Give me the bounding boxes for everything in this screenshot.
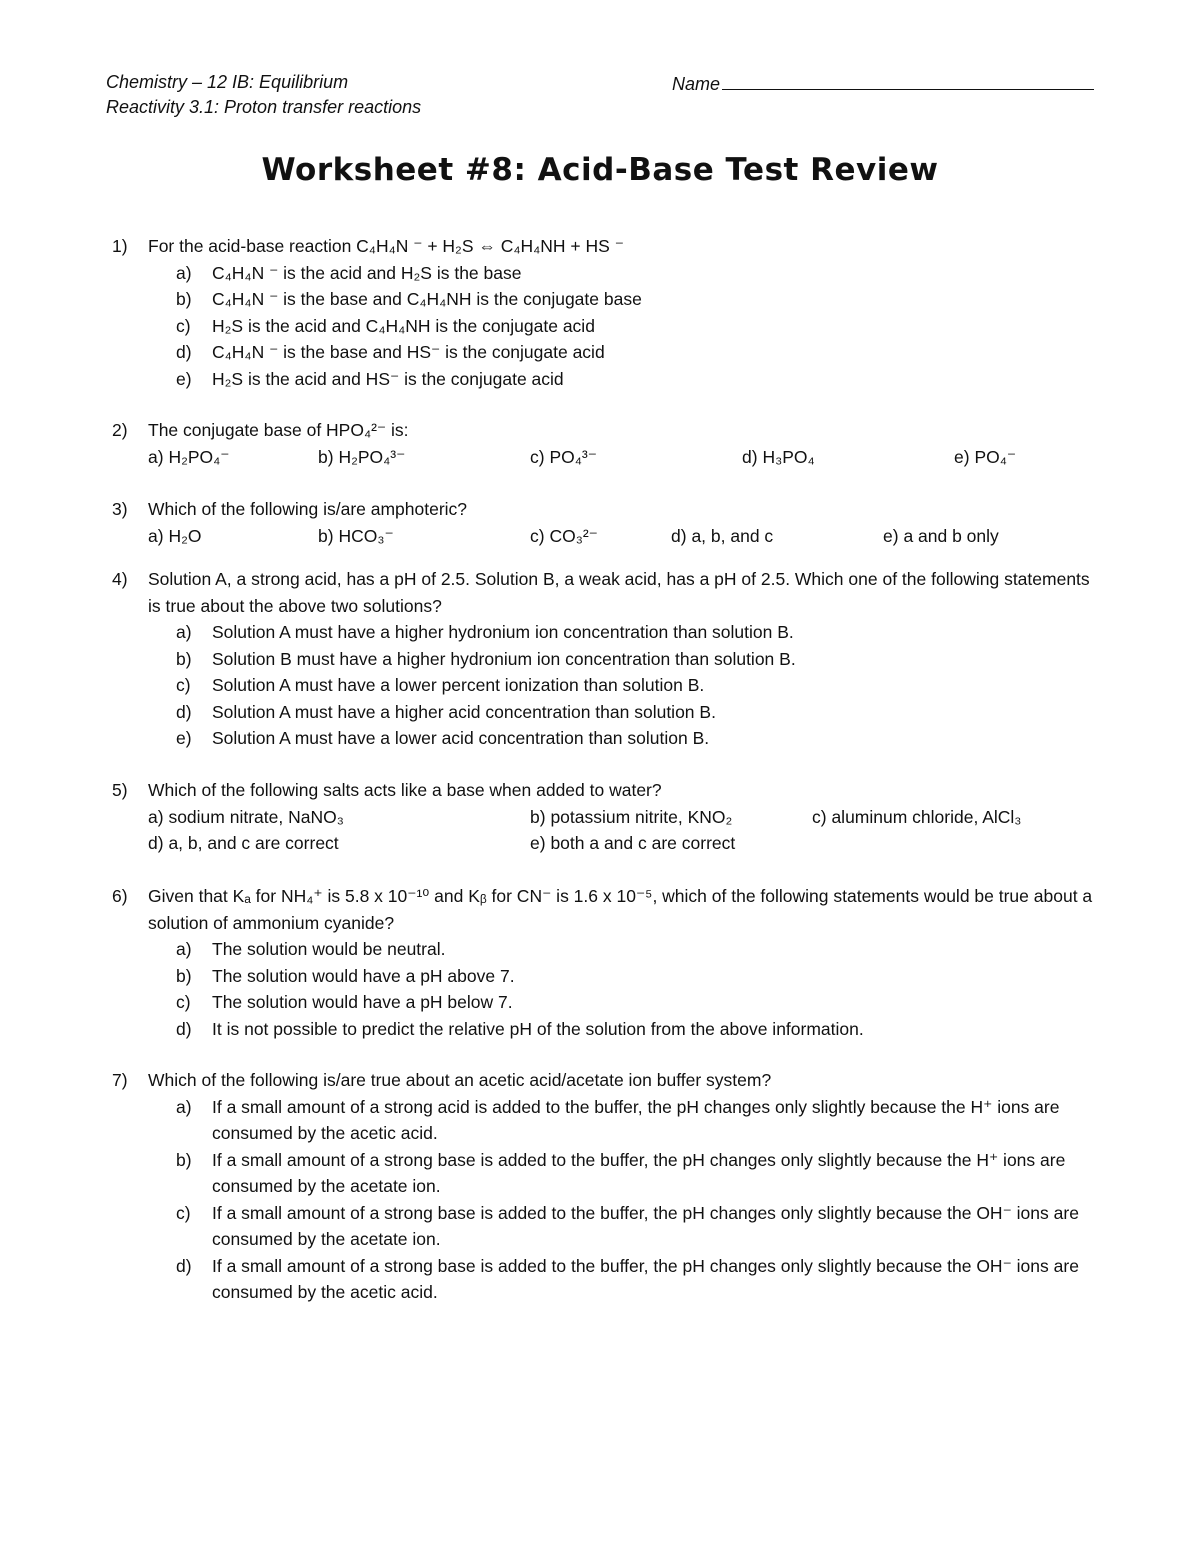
option-text: Solution A must have a lower percent ionization than solution B. [212,675,705,695]
option-letter: c) [176,675,191,695]
question-stem: Which of the following is/are true about an acetic acid/acetate ion buffer system? [148,1070,772,1090]
course-title: Chemistry – 12 IB: Equilibrium [106,72,349,92]
question-stem: The conjugate base of HPO₄²⁻ is: [148,420,409,440]
option-text: C₄H₄N ⁻ is the base and C₄H₄NH is the conjugate base [212,289,642,309]
option-letter: c) [176,1202,191,1223]
option-letter: a) [176,1096,192,1117]
option-letter: c) [176,315,191,336]
option-d: d) H₃PO₄ [742,446,815,467]
option-letter: d) [176,342,192,362]
option-text: Solution A must have a higher acid concentration than solution B. [212,701,716,722]
option-text: The solution would have a pH above 7. [212,965,515,986]
option-letter: b) [176,965,192,986]
name-field[interactable] [672,70,1096,97]
option-text: Solution B must have a higher hydronium ion concentration than solution B. [212,648,796,669]
option-c: c) CO₃²⁻ [530,525,598,546]
question-stem: Which of the following salts acts like a base when added to water? [148,780,662,800]
option-text: If a small amount of a strong base is added to the buffer, the pH changes only slightly because the OH⁻ ions are consumed by the acetic acid. [212,1255,1079,1302]
option-letter: a) [176,622,192,642]
question-5 [112,777,1102,857]
worksheet-title: Worksheet #8: Acid-Base Test Review [261,152,939,188]
option-b: b) H₂PO₄³⁻ [318,446,406,467]
question-number: 1) [112,236,128,256]
option-letter: d) [176,1255,192,1276]
option-text: If a small amount of a strong base is added to the buffer, the pH changes only slightly because the H⁺ ions are consumed by the acetate ion. [212,1149,1066,1196]
question-number: 7) [112,1070,128,1090]
option-letter: c) [176,992,191,1012]
option-d: d) a, b, and c [671,525,774,546]
option-text: If a small amount of a strong base is added to the buffer, the pH changes only slightly because the OH⁻ ions are consumed by the acetate ion. [212,1202,1079,1249]
option-text: Solution A must have a lower acid concentration than solution B. [212,728,710,748]
option-e: e) a and b only [883,525,999,546]
option-text: The solution would be neutral. [212,939,446,959]
question-stem: Solution A, a strong acid, has a pH of 2.5. Solution B, a weak acid, has a pH of 2.5. Which one of the following statements is true about the above two solutions? [148,569,1090,616]
option-letter: a) [176,262,192,283]
option-d: d) a, b, and c are correct [148,833,339,853]
question-1 [112,233,1102,392]
option-text: Solution A must have a higher hydronium ion concentration than solution B. [212,622,794,642]
option-letter: d) [176,701,192,722]
question-stem: Given that Kₐ for NH₄⁺ is 5.8 x 10⁻¹⁰ and Kᵦ for CN⁻ is 1.6 x 10⁻⁵, which of the following statements would be true about a solution of ammonium cyanide? [148,886,1093,933]
option-letter: d) [176,1018,192,1039]
question-number: 6) [112,886,128,906]
option-e: e) PO₄⁻ [954,446,1017,467]
header-left [106,70,666,120]
option-b: b) HCO₃⁻ [318,525,394,546]
option-text: C₄H₄N ⁻ is the acid and H₂S is the base [212,262,522,283]
option-c: c) PO₄³⁻ [530,446,597,467]
name-blank-line[interactable] [722,70,1094,90]
question-6 [112,883,1102,1042]
question-number: 5) [112,780,128,800]
option-c: c) aluminum chloride, AlCl₃ [812,806,1022,827]
option-letter: e) [176,728,192,748]
option-text: It is not possible to predict the relative pH of the solution from the above information. [212,1018,864,1039]
option-row [112,830,1102,857]
option-row [112,523,1102,550]
option-letter: b) [176,1149,192,1170]
option-b: b) potassium nitrite, KNO₂ [530,806,733,827]
option-letter: e) [176,368,192,389]
option-letter: a) [176,939,192,959]
option-row [112,804,1102,831]
option-a: a) H₂O [148,525,202,546]
option-letter: b) [176,648,192,669]
question-stem: Which of the following is/are amphoteric? [148,499,468,519]
question-number: 3) [112,499,128,519]
option-row [112,444,1102,471]
question-number: 2) [112,420,128,440]
option-text: The solution would have a pH below 7. [212,992,513,1012]
option-a: a) sodium nitrate, NaNO₃ [148,806,344,827]
question-4 [112,566,1102,752]
option-text: C₄H₄N ⁻ is the base and HS⁻ is the conjugate acid [212,342,605,362]
question-7 [112,1067,1102,1306]
question-2 [112,417,1102,470]
question-number: 4) [112,569,128,589]
option-a: a) H₂PO₄⁻ [148,446,230,467]
question-3 [112,496,1102,549]
question-stem: For the acid-base reaction C₄H₄N ⁻ + H₂S ⇔ C₄H₄NH + HS ⁻ [148,236,624,256]
option-text: H₂S is the acid and HS⁻ is the conjugate acid [212,368,564,389]
option-e: e) both a and c are correct [530,833,736,853]
unit-title: Reactivity 3.1: Proton transfer reactions [106,97,422,117]
option-text: H₂S is the acid and C₄H₄NH is the conjugate acid [212,315,595,336]
name-label: Name [672,74,721,94]
option-text: If a small amount of a strong acid is added to the buffer, the pH changes only slightly because the H⁺ ions are consumed by the acetic acid. [212,1096,1060,1143]
option-letter: b) [176,289,192,309]
